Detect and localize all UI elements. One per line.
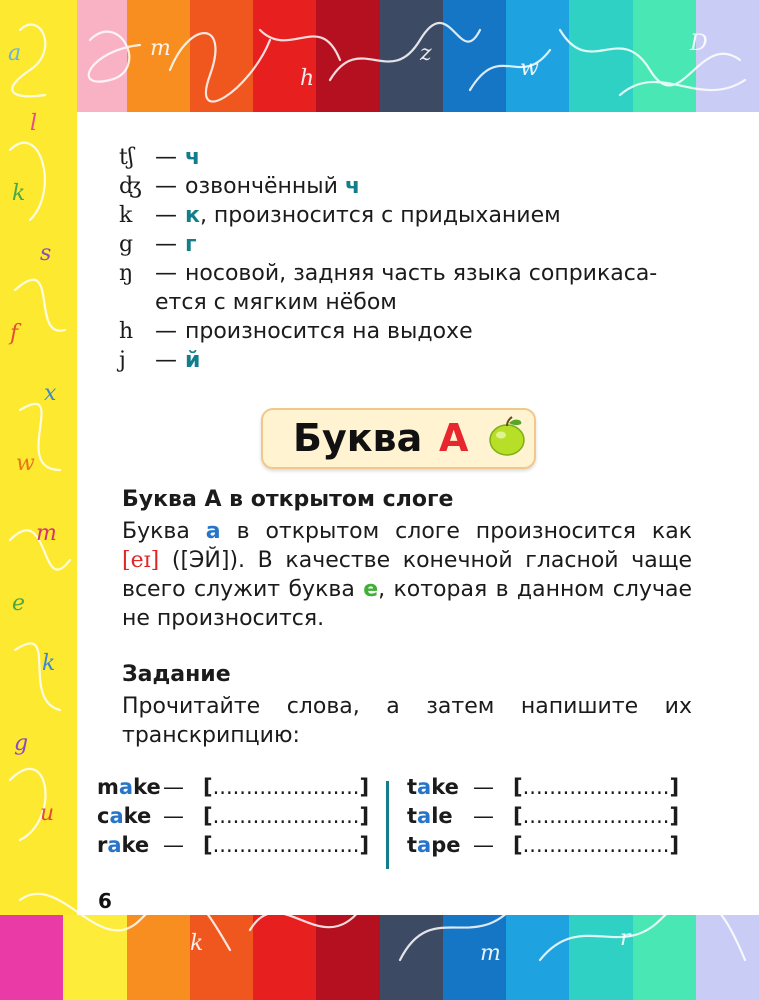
sound-row xyxy=(119,318,473,346)
svg-text:a: a xyxy=(8,41,22,66)
word-highlight-letter: a xyxy=(417,775,432,799)
open-bracket: [ xyxy=(203,833,213,857)
paragraph-line xyxy=(122,546,692,575)
open-bracket: [ xyxy=(513,833,523,857)
top-stripe xyxy=(569,0,632,112)
svg-text:f: f xyxy=(10,321,19,346)
english-word xyxy=(97,833,163,857)
dash: — xyxy=(163,833,184,857)
text-span: Буква xyxy=(122,519,206,544)
top-decor-band xyxy=(0,0,759,112)
sound-description: озвончённый xyxy=(185,174,345,199)
transcription-blank[interactable]: ...................... xyxy=(212,833,360,857)
bottom-stripe xyxy=(633,915,696,1000)
top-stripe xyxy=(633,0,696,112)
word-row xyxy=(407,804,679,833)
word-part: m xyxy=(97,775,119,799)
top-stripe xyxy=(253,0,316,112)
svg-text:x: x xyxy=(44,381,57,406)
bottom-stripe xyxy=(696,915,759,1000)
sound-description: носовой, задняя часть языка соприкаса- xyxy=(185,261,658,286)
svg-text:e: e xyxy=(12,591,26,616)
transcription-blank[interactable]: ...................... xyxy=(522,833,670,857)
close-bracket: ] xyxy=(669,775,680,799)
svg-text:s: s xyxy=(40,241,52,266)
word-highlight-letter: a xyxy=(107,833,122,857)
page-number: 6 xyxy=(98,889,112,913)
dash: — xyxy=(473,833,494,857)
sound-row xyxy=(119,347,200,375)
ipa-symbol: h xyxy=(119,319,134,344)
paragraph-line: не произносится. xyxy=(122,606,325,631)
page-content xyxy=(77,112,759,915)
russian-letter: ч xyxy=(185,145,201,170)
word-part: ke xyxy=(133,775,161,799)
word-highlight-letter: a xyxy=(109,804,124,828)
sound-row xyxy=(119,173,360,201)
english-word xyxy=(97,775,163,799)
word-part: r xyxy=(97,833,108,857)
bottom-stripe xyxy=(127,915,190,1000)
highlight-letter: а xyxy=(205,519,221,544)
sound-description: , произносится с придыханием xyxy=(199,203,561,228)
word-exercise xyxy=(97,775,697,865)
russian-letter: г xyxy=(185,232,197,257)
highlight-letter: е xyxy=(363,577,379,602)
close-bracket: ] xyxy=(669,833,680,857)
top-stripe xyxy=(443,0,506,112)
bottom-decor-band xyxy=(0,915,759,1000)
bottom-stripe xyxy=(443,915,506,1000)
russian-letter: ч xyxy=(344,174,361,199)
svg-text:k: k xyxy=(42,651,56,676)
svg-text:h: h xyxy=(300,66,315,91)
dash: — xyxy=(473,775,494,799)
ipa-symbol: g xyxy=(119,232,134,257)
svg-text:w: w xyxy=(520,56,539,81)
svg-text:k: k xyxy=(12,181,26,206)
dash: — xyxy=(155,174,177,199)
open-bracket: [ xyxy=(203,775,213,799)
english-word xyxy=(407,804,473,828)
transcription-blank[interactable]: ...................... xyxy=(212,804,360,828)
word-part: t xyxy=(407,804,418,828)
title-letter: А xyxy=(439,416,469,460)
dash: — xyxy=(155,203,177,228)
bottom-stripe xyxy=(569,915,632,1000)
title-plate xyxy=(261,408,536,469)
ipa-symbol: ʤ xyxy=(119,174,142,199)
word-part: pe xyxy=(431,833,461,857)
bottom-stripe xyxy=(380,915,443,1000)
svg-text:z: z xyxy=(420,41,432,66)
english-word xyxy=(97,804,163,828)
word-part: ke xyxy=(121,833,150,857)
text-span: всего служит буква xyxy=(122,577,364,602)
word-part: ke xyxy=(431,775,459,799)
bottom-stripe xyxy=(63,915,126,1000)
apple-icon xyxy=(485,414,529,458)
top-stripe xyxy=(696,0,759,112)
word-part: c xyxy=(97,804,110,828)
word-highlight-letter: a xyxy=(417,833,432,857)
english-word xyxy=(407,833,473,857)
open-bracket: [ xyxy=(203,804,213,828)
sound-row xyxy=(119,144,200,172)
svg-text:m: m xyxy=(36,521,57,546)
transcription-blank[interactable]: ...................... xyxy=(212,775,360,799)
ipa-transcription: [eɪ] xyxy=(122,548,160,573)
russian-letter: к xyxy=(185,203,200,228)
dash: — xyxy=(155,145,177,170)
dash: — xyxy=(155,348,177,373)
svg-text:w: w xyxy=(16,451,35,476)
svg-text:g: g xyxy=(14,731,29,756)
word-highlight-letter: a xyxy=(118,775,134,799)
paragraph-line xyxy=(122,575,692,604)
bottom-stripe xyxy=(506,915,569,1000)
sound-row xyxy=(119,260,657,288)
dash: — xyxy=(155,261,177,286)
close-bracket: ] xyxy=(359,833,370,857)
close-bracket: ] xyxy=(359,804,370,828)
transcription-blank[interactable]: ...................... xyxy=(522,804,670,828)
top-stripe xyxy=(380,0,443,112)
svg-text:m: m xyxy=(480,941,501,966)
column-divider xyxy=(386,781,389,869)
word-part: t xyxy=(407,833,418,857)
text-span: ([ЭЙ]). В качестве конечной гласной чаще xyxy=(159,548,692,573)
russian-letter: й xyxy=(185,348,201,373)
top-stripe xyxy=(316,0,379,112)
text-span: в открытом слоге произносится как xyxy=(220,519,692,544)
ipa-symbol: j xyxy=(119,348,126,373)
sound-description: произносится на выдохе xyxy=(185,319,473,344)
dash: — xyxy=(473,804,494,828)
bottom-stripe xyxy=(253,915,316,1000)
svg-text:u: u xyxy=(40,801,55,826)
word-part: ke xyxy=(123,804,152,828)
svg-text:k: k xyxy=(190,931,204,956)
left-decor-margin xyxy=(0,0,77,1000)
sound-row xyxy=(119,202,561,230)
dash: — xyxy=(155,232,177,257)
word-row xyxy=(97,833,369,862)
word-part: t xyxy=(407,775,418,799)
svg-text:D: D xyxy=(690,31,708,56)
word-row xyxy=(407,833,679,862)
ipa-symbol: tʃ xyxy=(119,145,134,170)
word-row xyxy=(97,804,369,833)
task-line: транскрипцию: xyxy=(122,723,300,748)
top-stripe xyxy=(127,0,190,112)
top-stripe xyxy=(190,0,253,112)
word-row xyxy=(97,775,369,804)
title-word: Буква xyxy=(293,416,423,460)
word-row xyxy=(407,775,679,804)
sound-row xyxy=(119,289,397,317)
transcription-blank[interactable]: ...................... xyxy=(522,775,670,799)
bottom-stripe xyxy=(190,915,253,1000)
dash: — xyxy=(155,319,177,344)
section-heading: Буква А в открытом слоге xyxy=(122,487,454,512)
english-word xyxy=(407,775,473,799)
task-heading: Задание xyxy=(122,662,231,687)
open-bracket: [ xyxy=(513,804,523,828)
bottom-stripe xyxy=(316,915,379,1000)
task-line: Прочитайте слова, а затем напишите их xyxy=(122,694,692,719)
svg-text:m: m xyxy=(150,36,171,61)
sound-description: ется с мягким нёбом xyxy=(155,290,397,315)
open-bracket: [ xyxy=(513,775,523,799)
svg-text:r: r xyxy=(620,926,631,951)
text-span: , которая в данном случае xyxy=(378,577,692,602)
dash: — xyxy=(163,775,184,799)
ipa-symbol: ŋ xyxy=(119,261,134,286)
svg-text:l: l xyxy=(30,111,38,136)
top-stripe xyxy=(506,0,569,112)
close-bracket: ] xyxy=(669,804,680,828)
paragraph-line xyxy=(122,517,692,546)
bottom-stripe xyxy=(0,915,63,1000)
word-highlight-letter: a xyxy=(417,804,432,828)
dash: — xyxy=(163,804,184,828)
close-bracket: ] xyxy=(359,775,370,799)
sound-row xyxy=(119,231,197,259)
ipa-symbol: k xyxy=(119,203,133,228)
word-part: le xyxy=(431,804,453,828)
